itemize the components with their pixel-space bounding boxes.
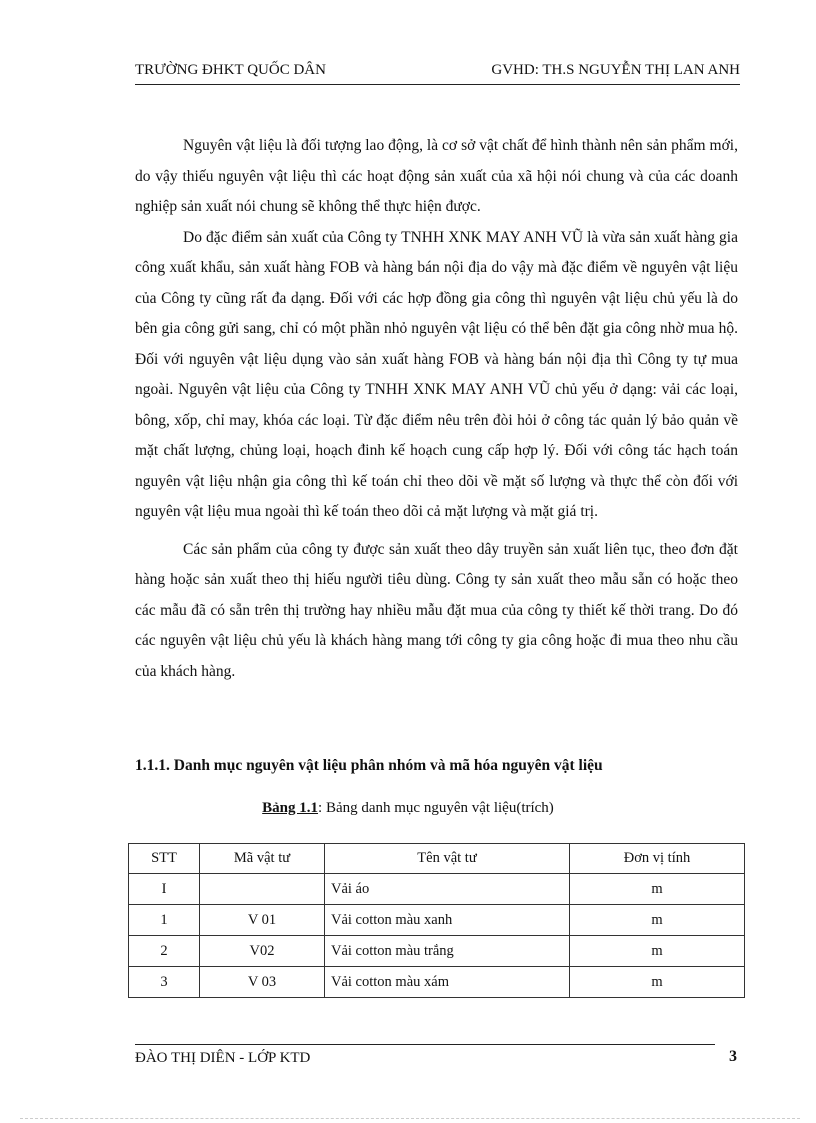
cell-name: Vải cotton màu trắng [325, 936, 570, 967]
cell-code: V02 [200, 936, 325, 967]
cell-unit: m [570, 967, 745, 998]
cell-unit: m [570, 905, 745, 936]
header-name: Tên vật tư [325, 844, 570, 874]
table-caption-label: Bảng 1.1 [262, 800, 319, 816]
header-school: TRƯỜNG ĐHKT QUỐC DÂN [135, 62, 326, 78]
cell-unit: m [570, 874, 745, 905]
footer-author: ĐÀO THỊ DIÊN - LỚP KTD [135, 1050, 311, 1066]
cell-code: V 01 [200, 905, 325, 936]
cell-code [200, 874, 325, 905]
table-row [129, 967, 745, 998]
header-stt: STT [129, 844, 200, 874]
header-code: Mã vật tư [200, 844, 325, 874]
page-header [135, 62, 740, 85]
table-row [129, 905, 745, 936]
cell-stt: I [129, 874, 200, 905]
table-row [129, 936, 745, 967]
page-footer [135, 1044, 715, 1067]
cell-stt: 3 [129, 967, 200, 998]
table-row [129, 874, 745, 905]
page-bottom-divider [20, 1118, 800, 1119]
cell-name: Vải cotton màu xanh [325, 905, 570, 936]
cell-code: V 03 [200, 967, 325, 998]
cell-name: Vải cotton màu xám [325, 967, 570, 998]
header-unit: Đơn vị tính [570, 844, 745, 874]
section-heading: 1.1.1. Danh mục nguyên vật liệu phân nhóm và mã hóa nguyên vật liệu [135, 757, 603, 774]
table-caption-text: : Bảng danh mục nguyên vật liệu(trích) [318, 800, 554, 816]
body-text [135, 131, 738, 687]
cell-name: Vải áo [325, 874, 570, 905]
page-number: 3 [729, 1048, 737, 1065]
cell-stt: 2 [129, 936, 200, 967]
paragraph-2: Do đặc điểm sản xuất của Công ty TNHH XNK MAY ANH VŨ là vừa sản xuất hàng gia công xuất khẩu, sản xuất hàng FOB và hàng bán nội địa do vậy mà đặc điểm về nguyên vật liệu của Công ty cũng rất đa dạng. Đối với các hợp đồng gia công thì nguyên vật liệu chủ yếu là do bên gia công gửi sang, chỉ có một phần nhỏ nguyên vật liệu có thể bên đặt gia công nhờ mua hộ. Đối với nguyên vật liệu dụng vào sản xuất hàng FOB và hàng bán nội địa thì Công ty tự mua ngoài. Nguyên vật liệu của Công ty TNHH XNK MAY ANH VŨ chủ yếu ở dạng: vải các loại, bông, xốp, chỉ may, khóa các loại. Từ đặc điểm nêu trên đòi hỏi ở công tác quản lý bảo quản về mặt chất lượng, chủng loại, hoạch đinh kế hoạch cung cấp hợp lý. Đối với công tác hạch toán nguyên vật liệu nhận gia công thì kế toán chỉ theo dõi về mặt số lượng và thực thể còn đối với nguyên vật liệu mua ngoài thì kế toán theo dõi cả mặt lượng và mặt giá trị. [135, 228, 738, 520]
table-caption [0, 800, 816, 817]
table-header-row [129, 844, 745, 874]
paragraph-1: Nguyên vật liệu là đối tượng lao động, là cơ sở vật chất để hình thành nên sản phẩm mới, do vậy thiếu nguyên vật liệu thì các hoạt động sản xuất của xã hội nói chung và của các doanh nghiệp sản xuất nói chung sẽ không thể thực hiện được. [135, 137, 738, 215]
header-supervisor: GVHD: TH.S NGUYỄN THỊ LAN ANH [491, 62, 740, 78]
cell-unit: m [570, 936, 745, 967]
cell-stt: 1 [129, 905, 200, 936]
paragraph-3: Các sản phẩm của công ty được sản xuất theo dây truyền sản xuất liên tục, theo đơn đặt hàng hoặc sản xuất theo thị hiếu người tiêu dùng. Công ty sản xuất theo mẫu sẵn có hoặc theo các mẫu đã có sẵn trên thị trường hay nhiều mẫu đặt mua của công ty thiết kế thời trang. Do đó các nguyên vật liệu chủ yếu là khách hàng mang tới công ty gia công hoặc đi mua theo nhu cầu của khách hàng. [135, 540, 738, 680]
materials-table [128, 843, 745, 998]
